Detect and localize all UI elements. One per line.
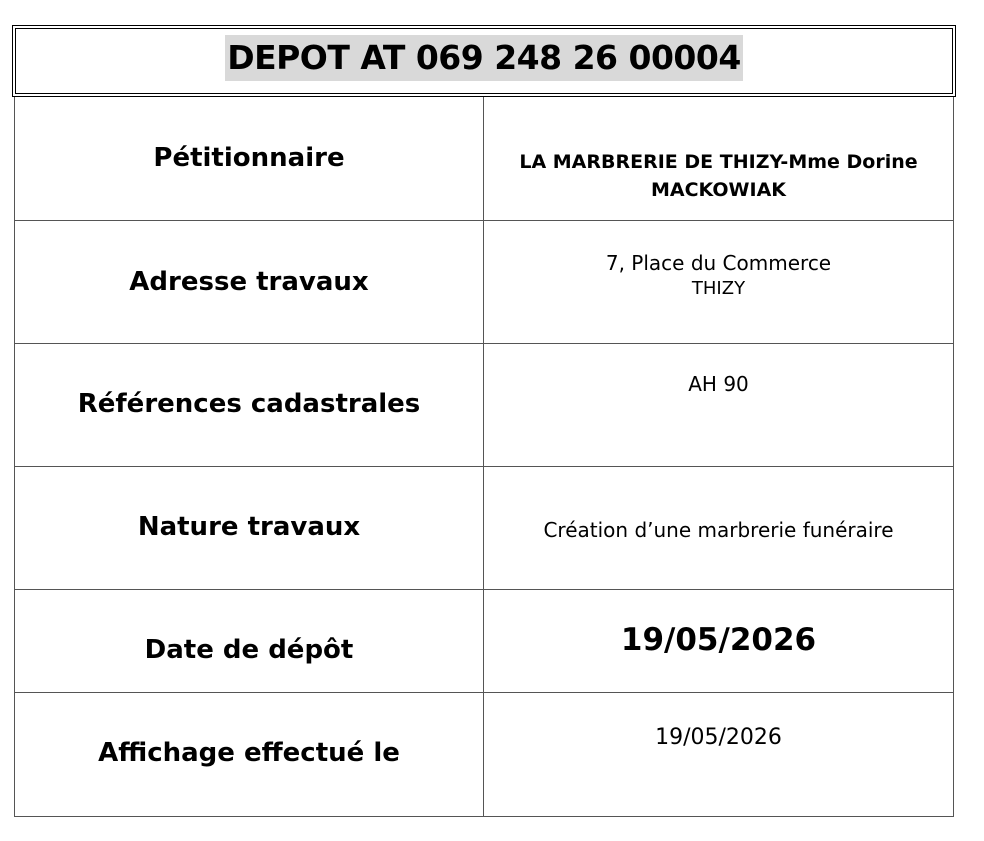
- label-cell: [15, 344, 484, 466]
- value-cell: [484, 344, 953, 466]
- address-street: 7, Place du Commerce: [605, 251, 832, 275]
- row-label-affichage: Affichage effectué le: [98, 738, 400, 768]
- filing-date: 19/05/2026: [620, 622, 817, 658]
- value-cell: [484, 590, 953, 692]
- label-cell: [15, 590, 484, 692]
- label-cell: [15, 221, 484, 343]
- table-row-affichage: [15, 693, 953, 816]
- address-city: THIZY: [691, 278, 746, 299]
- info-table: [14, 97, 954, 817]
- title-inner-frame: [15, 28, 953, 94]
- label-cell: [15, 97, 484, 220]
- works-nature: Création d’une marbrerie funéraire: [543, 518, 894, 542]
- table-row-references: [15, 344, 953, 467]
- row-label-adresse: Adresse travaux: [129, 267, 369, 297]
- label-cell: [15, 467, 484, 589]
- value-cell: [484, 693, 953, 816]
- value-cell: [484, 221, 953, 343]
- table-row-adresse: [15, 221, 953, 344]
- row-label-date-depot: Date de dépôt: [144, 635, 354, 665]
- document-title: DEPOT AT 069 248 26 00004: [225, 35, 743, 81]
- petitionnaire-name-line-2: MACKOWIAK: [650, 179, 787, 201]
- row-label-nature: Nature travaux: [137, 512, 361, 542]
- value-cell: [484, 467, 953, 589]
- value-cell: [484, 97, 953, 220]
- table-row-petitionnaire: [15, 97, 953, 221]
- title-frame: [12, 25, 956, 97]
- label-cell: [15, 693, 484, 816]
- cadastral-reference: AH 90: [688, 372, 749, 396]
- table-row-date-depot: [15, 590, 953, 693]
- row-label-petitionnaire: Pétitionnaire: [153, 143, 345, 173]
- posting-date: 19/05/2026: [655, 725, 782, 750]
- table-row-nature: [15, 467, 953, 590]
- row-label-references: Références cadastrales: [77, 389, 421, 419]
- petitionnaire-name-line-1: LA MARBRERIE DE THIZY-Mme Dorine: [519, 151, 918, 173]
